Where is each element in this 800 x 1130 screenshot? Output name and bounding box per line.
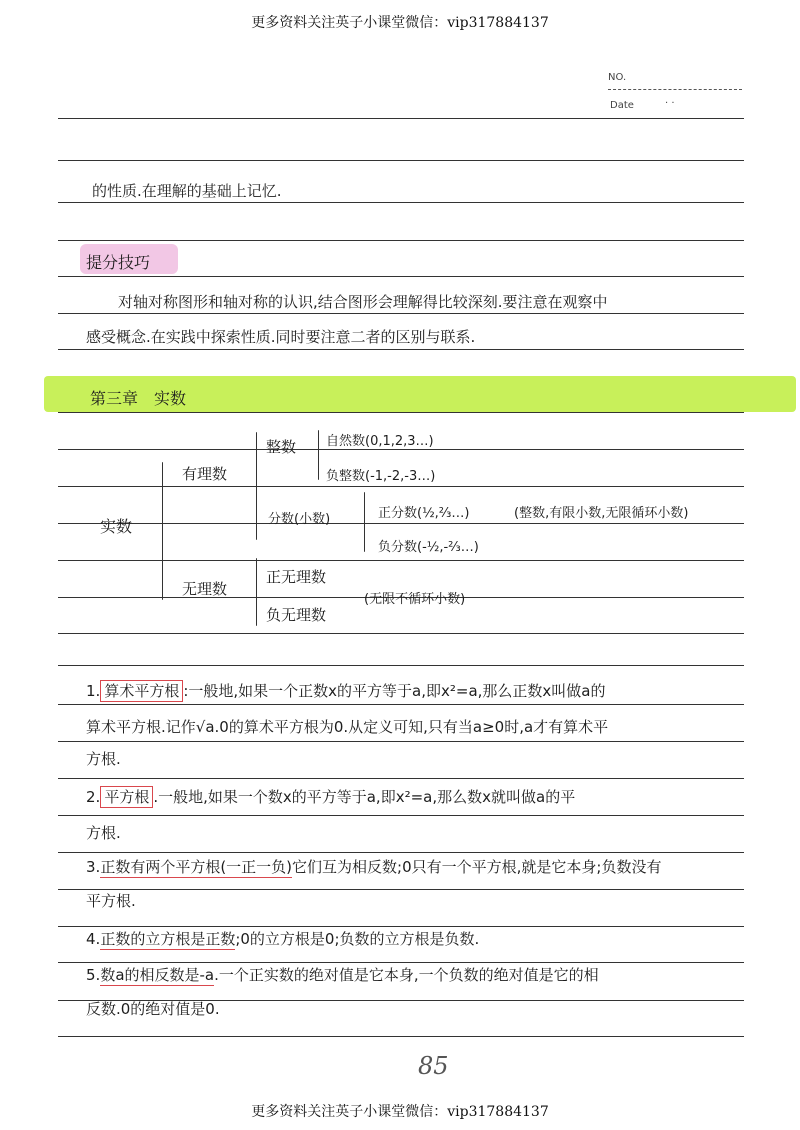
- item-4-line-1: [86, 928, 479, 949]
- ruled-line: [58, 665, 744, 666]
- ruled-line: [58, 815, 744, 816]
- tree-fraction: 分数(小数): [268, 512, 331, 527]
- item-1-term: 算术平方根: [100, 680, 183, 702]
- tree-frac-note: (整数,有限小数,无限循环小数): [514, 506, 689, 521]
- tree-pos-irr: 正无理数: [266, 568, 327, 586]
- item-5-line-1: [86, 964, 599, 985]
- tip-title: 提分技巧: [86, 253, 151, 272]
- tree-natural: 自然数(0,1,2,3…): [326, 434, 434, 449]
- ruled-line: [58, 778, 744, 779]
- tree-root: 实数: [100, 517, 133, 536]
- ruled-line: [58, 118, 744, 119]
- brace-rational: [256, 432, 257, 540]
- tree-integer: 整数: [266, 438, 297, 456]
- item-3-num: 3.: [86, 858, 101, 876]
- tree-pos-frac: 正分数(½,⅔…): [378, 506, 470, 521]
- ruled-line: [58, 1036, 744, 1037]
- item-5-num: 5.: [86, 966, 101, 984]
- ruled-line: [58, 741, 744, 742]
- ruled-line: [58, 349, 744, 350]
- chapter-title: 第三章 实数: [90, 389, 187, 408]
- item-1-num: 1.: [86, 682, 101, 700]
- tree-irrational: 无理数: [182, 580, 228, 598]
- tip-line-1: 对轴对称图形和轴对称的认识,结合图形会理解得比较深刻.要注意在观察中: [118, 293, 608, 311]
- ruled-line: [58, 523, 744, 524]
- ruled-line: [58, 313, 744, 314]
- date-dots: · ·: [665, 98, 675, 109]
- ruled-line: [58, 560, 744, 561]
- ruled-line: [58, 412, 744, 413]
- no-dash-line: [608, 89, 742, 90]
- item-1-text: :一般地,如果一个正数x的平方等于a,即x²=a,那么正数x叫做a的: [183, 682, 606, 700]
- intro-line: 的性质.在理解的基础上记忆.: [92, 182, 282, 200]
- brace-integer: [318, 430, 319, 480]
- ruled-line: [58, 926, 744, 927]
- item-2-text: .一般地,如果一个数x的平方等于a,即x²=a,那么数x就叫做a的平: [153, 788, 576, 806]
- brace-fraction: [364, 492, 365, 552]
- item-5-text: .一个正实数的绝对值是它本身,一个负数的绝对值是它的相: [214, 966, 599, 984]
- ruled-line: [58, 202, 744, 203]
- brace-irrational: [256, 558, 257, 626]
- ruled-line: [58, 889, 744, 890]
- tree-rational: 有理数: [182, 465, 228, 483]
- tree-irr-note: (无限不循环小数): [364, 592, 466, 607]
- ruled-line: [58, 449, 744, 450]
- item-3-text: 它们互为相反数;0只有一个平方根,就是它本身;负数没有: [292, 858, 662, 876]
- item-5-line-2: 反数.0的绝对值是0.: [86, 1000, 220, 1018]
- ruled-line: [58, 276, 744, 277]
- tree-neg-frac: 负分数(-½,-⅔…): [378, 540, 479, 555]
- item-1-line-3: 方根.: [86, 750, 121, 768]
- no-label: NO.: [608, 72, 627, 83]
- item-3-line-1: [86, 856, 661, 877]
- item-1-line-1: [86, 680, 605, 701]
- brace-root: [162, 462, 163, 600]
- item-4-term: 正数的立方根是正数: [100, 930, 236, 948]
- item-3-term: 正数有两个平方根(一正一负): [100, 858, 293, 876]
- ruled-line: [58, 704, 744, 705]
- ruled-line: [58, 852, 744, 853]
- item-2-term: 平方根: [100, 786, 153, 808]
- item-2-line-1: [86, 786, 575, 807]
- tip-line-2: 感受概念.在实践中探索性质.同时要注意二者的区别与联系.: [86, 328, 476, 346]
- item-3-line-2: 平方根.: [86, 892, 136, 910]
- tree-neg-int: 负整数(-1,-2,-3…): [326, 469, 436, 484]
- ruled-line: [58, 240, 744, 241]
- item-4-num: 4.: [86, 930, 101, 948]
- item-2-num: 2.: [86, 788, 101, 806]
- item-5-term: 数a的相反数是-a: [100, 966, 215, 984]
- watermark-bottom: 更多资料关注英子小课堂微信：vip317884137: [251, 1104, 549, 1120]
- item-2-line-2: 方根.: [86, 824, 121, 842]
- ruled-line: [58, 160, 744, 161]
- ruled-line: [58, 962, 744, 963]
- page-number: 85: [418, 1052, 449, 1080]
- ruled-line: [58, 633, 744, 634]
- date-label: Date: [610, 100, 634, 111]
- tree-neg-irr: 负无理数: [266, 606, 327, 624]
- item-1-line-2: 算术平方根.记作√a.0的算术平方根为0.从定义可知,只有当a≥0时,a才有算术平: [86, 718, 609, 736]
- ruled-line: [58, 486, 744, 487]
- watermark-top: 更多资料关注英子小课堂微信：vip317884137: [251, 15, 549, 31]
- item-4-text: ;0的立方根是0;负数的立方根是负数.: [235, 930, 480, 948]
